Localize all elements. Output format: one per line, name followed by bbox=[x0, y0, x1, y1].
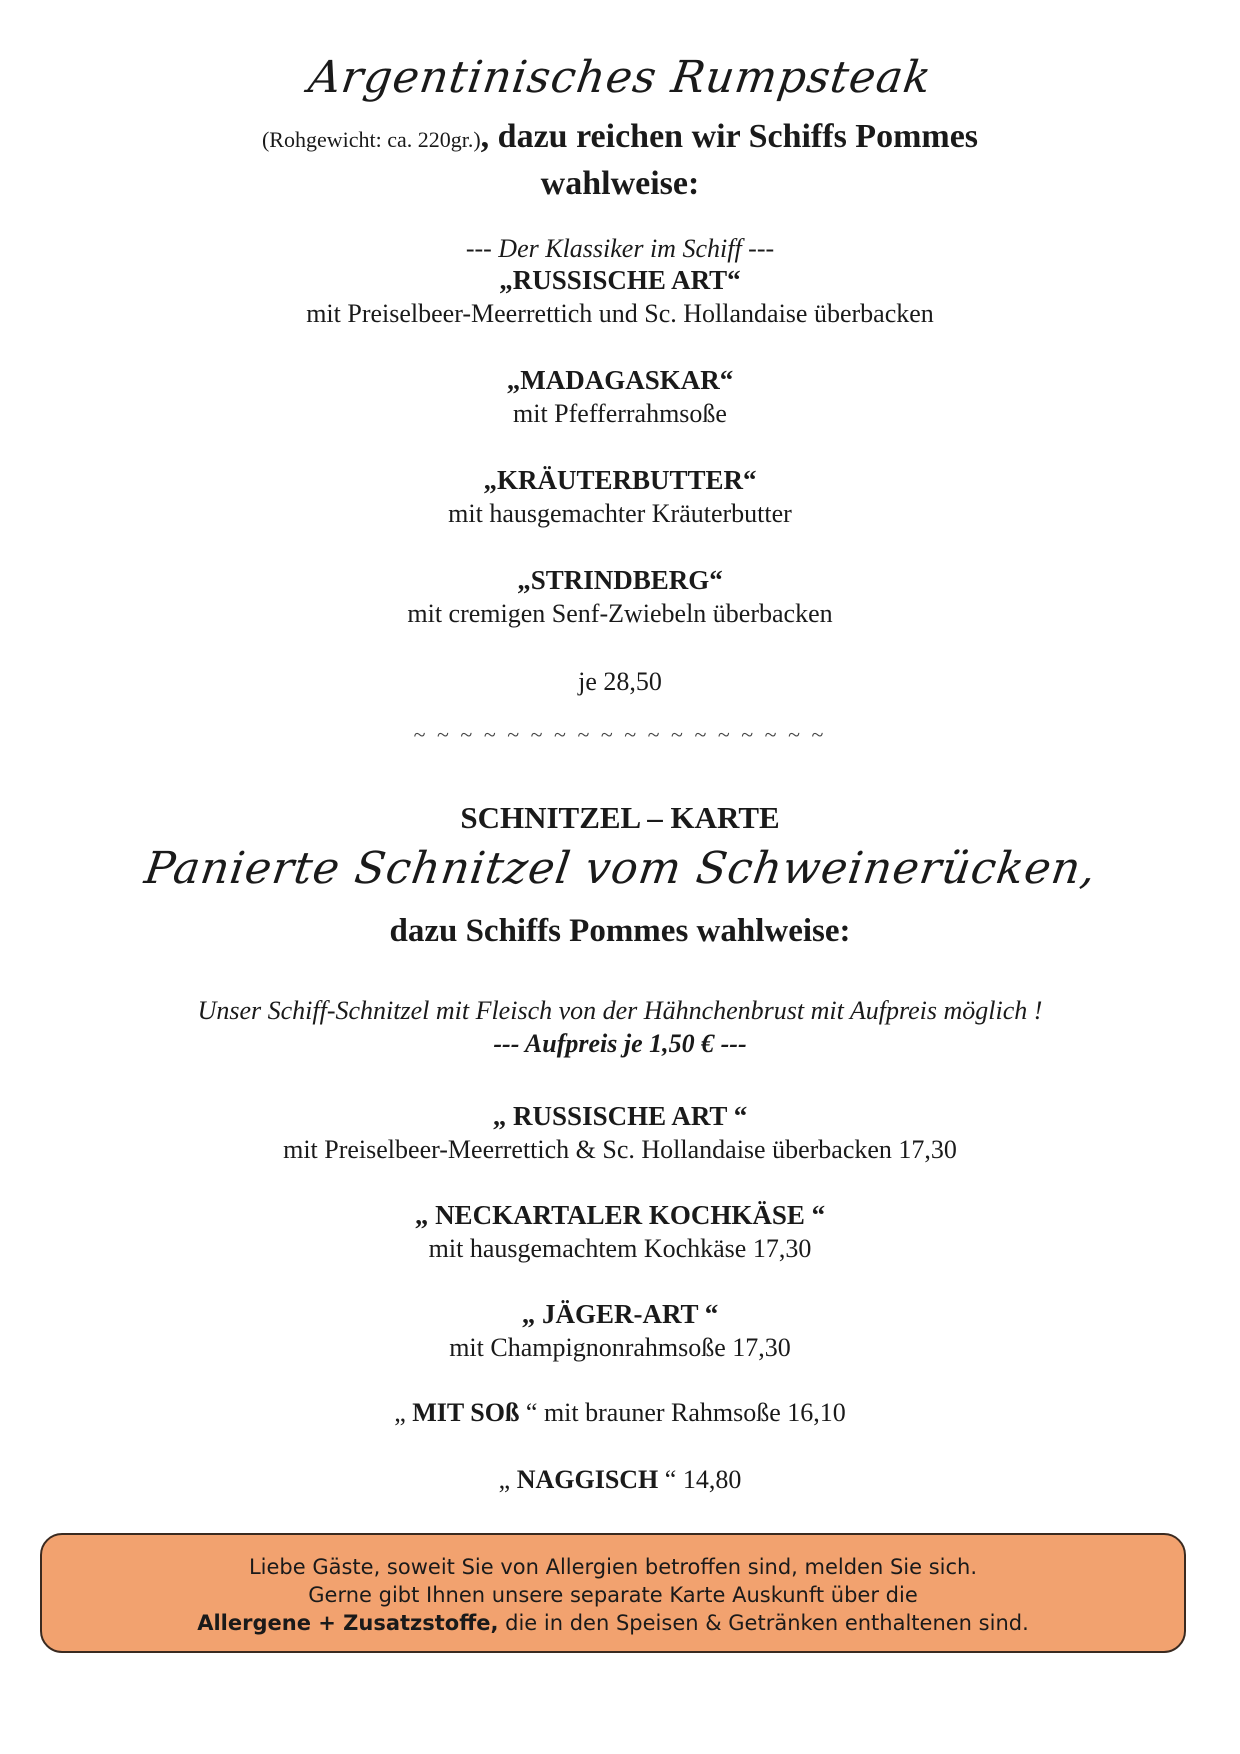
classic-note: --- Der Klassiker im Schiff --- bbox=[465, 234, 775, 263]
item-suffix: “ mit brauner Rahmsoße 16,10 bbox=[519, 1398, 846, 1427]
allergy-line3-rest: die in den Speisen & Getränken enthaltenen sind. bbox=[498, 1611, 1029, 1635]
item-name: „RUSSISCHE ART“ bbox=[499, 265, 741, 295]
item-desc: mit hausgemachtem Kochkäse 17,30 bbox=[428, 1234, 812, 1263]
item-name: „KRÄUTERBUTTER“ bbox=[483, 465, 757, 495]
rumpsteak-item-madagaskar bbox=[0, 364, 1240, 430]
schnitzel-subtitle: dazu Schiffs Pommes wahlweise: bbox=[389, 913, 851, 949]
item-name: „MADAGASKAR“ bbox=[506, 365, 734, 395]
item-desc: mit Champignonrahmsoße 17,30 bbox=[449, 1333, 791, 1362]
rumpsteak-price: je 28,50 bbox=[578, 667, 662, 696]
item-desc: mit hausgemachter Kräuterbutter bbox=[448, 499, 792, 528]
rumpsteak-intro bbox=[0, 115, 1240, 206]
chicken-note: Unser Schiff-Schnitzel mit Fleisch von der Hähnchenbrust mit Aufpreis möglich ! bbox=[197, 996, 1043, 1025]
rumpsteak-title: Argentinisches Rumpsteak bbox=[305, 52, 935, 103]
divider: ~ ~ ~ ~ ~ ~ ~ ~ ~ ~ ~ ~ ~ ~ ~ ~ ~ ~ bbox=[413, 722, 827, 747]
schnitzel-title: Panierte Schnitzel vom Schweinerücken, bbox=[141, 843, 1100, 894]
item-name: „STRINDBERG“ bbox=[517, 565, 723, 595]
item-desc: mit cremigen Senf-Zwiebeln überbacken bbox=[407, 599, 833, 628]
item-name: „ RUSSISCHE ART “ bbox=[492, 1101, 748, 1131]
rumpsteak-item-russische-art bbox=[0, 264, 1240, 330]
rumpsteak-item-strindberg bbox=[0, 564, 1240, 630]
item-desc: mit Preiselbeer-Meerrettich und Sc. Hollandaise überbacken bbox=[306, 299, 934, 328]
schnitzel-item-kochkaese bbox=[0, 1199, 1240, 1265]
allergy-line2: Gerne gibt Ihnen unsere separate Karte Auskunft über die bbox=[308, 1583, 918, 1607]
item-prefix: „ bbox=[394, 1398, 413, 1427]
allergy-line1: Liebe Gäste, soweit Sie von Allergien betroffen sind, melden Sie sich. bbox=[248, 1555, 978, 1579]
schnitzel-title-block bbox=[0, 840, 1240, 898]
rumpsteak-intro-line1: , dazu reichen wir Schiffs Pommes bbox=[480, 118, 979, 155]
rumpsteak-item-kraeuterbutter bbox=[0, 464, 1240, 530]
item-name: MIT SOß bbox=[412, 1398, 520, 1427]
rumpsteak-intro-line2: wahlweise: bbox=[540, 165, 700, 202]
item-desc: mit Pfefferrahmsoße bbox=[513, 399, 727, 428]
item-name: „ NECKARTALER KOCHKÄSE “ bbox=[414, 1200, 826, 1230]
rumpsteak-weight-note: (Rohgewicht: ca. 220gr.) bbox=[261, 127, 481, 152]
allergy-notice bbox=[40, 1533, 1186, 1653]
schnitzel-item-jaeger-art bbox=[0, 1298, 1240, 1364]
surcharge-note: --- Aufpreis je 1,50 € --- bbox=[493, 1029, 747, 1058]
item-suffix: “ 14,80 bbox=[658, 1465, 742, 1494]
allergy-bold: Allergene + Zusatzstoffe, bbox=[197, 1611, 499, 1635]
item-desc: mit Preiselbeer-Meerrettich & Sc. Hollandaise überbacken 17,30 bbox=[283, 1135, 957, 1164]
allergy-line3 bbox=[42, 1609, 1184, 1637]
schnitzel-item-mit-sos bbox=[0, 1396, 1240, 1429]
item-prefix: „ bbox=[498, 1465, 517, 1494]
item-name: NAGGISCH bbox=[516, 1465, 659, 1494]
item-name: „ JÄGER-ART “ bbox=[521, 1299, 719, 1329]
schnitzel-item-russische-art bbox=[0, 1100, 1240, 1166]
rumpsteak-title-block bbox=[0, 50, 1240, 106]
schnitzel-heading: SCHNITZEL – KARTE bbox=[460, 800, 780, 835]
schnitzel-item-naggisch bbox=[0, 1463, 1240, 1496]
